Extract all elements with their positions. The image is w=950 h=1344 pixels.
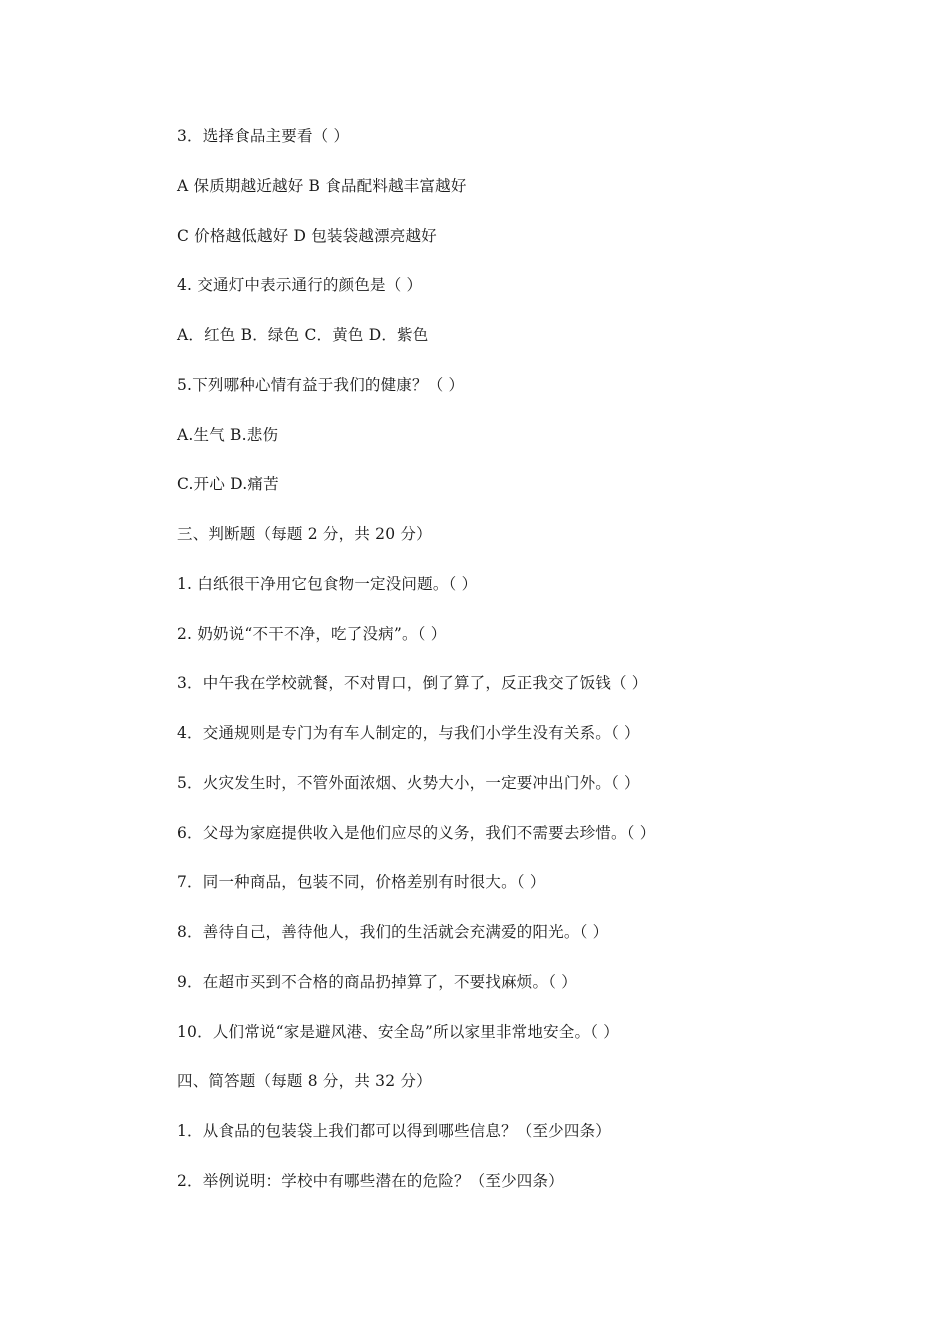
question-3-options-ab: A 保质期越近越好 B 食品配料越丰富越好 (177, 176, 467, 195)
question-4-stem: 4. 交通灯中表示通行的颜色是（ ） (177, 276, 423, 295)
judgment-item-10: 10．人们常说“家是避风港、安全岛”所以家里非常地安全。（ ） (177, 1022, 619, 1041)
question-3-stem: 3．选择食品主要看（ ） (177, 127, 350, 145)
judgment-item-9: 9．在超市买到不合格的商品扔掉算了，不要找麻烦。（ ） (177, 972, 577, 991)
question-5-stem: 5.下列哪种心情有益于我们的健康？（ ） (177, 375, 465, 394)
section-heading-true-false: 三、判断题（每题 2 分，共 20 分） (177, 525, 432, 543)
judgment-item-7: 7．同一种商品，包装不同，价格差别有时很大。（ ） (177, 873, 546, 892)
question-4-options: A．红色 B．绿色 C．黄色 D．紫色 (177, 326, 429, 344)
judgment-item-1: 1. 白纸很干净用它包食物一定没问题。（ ） (177, 574, 478, 593)
question-5-options-cd: C.开心 D.痛苦 (177, 475, 279, 494)
judgment-item-3: 3．中午我在学校就餐，不对胃口，倒了算了，反正我交了饭钱（ ） (177, 674, 648, 693)
short-answer-2: 2．举例说明：学校中有哪些潜在的危险？（至少四条） (177, 1171, 564, 1190)
section-heading-short-answer: 四、简答题（每题 8 分，共 32 分） (177, 1072, 432, 1091)
judgment-item-2: 2. 奶奶说“不干不净，吃了没病”。（ ） (177, 624, 447, 643)
short-answer-1: 1．从食品的包装袋上我们都可以得到哪些信息？（至少四条） (177, 1122, 611, 1140)
judgment-item-5: 5．火灾发生时，不管外面浓烟、火势大小，一定要冲出门外。（ ） (177, 773, 640, 792)
judgment-item-8: 8．善待自己，善待他人，我们的生活就会充满爱的阳光。（ ） (177, 923, 609, 941)
judgment-item-4: 4．交通规则是专门为有车人制定的，与我们小学生没有关系。（ ） (177, 724, 640, 742)
question-3-options-cd: C 价格越低越好 D 包装袋越漂亮越好 (177, 226, 437, 245)
question-list (177, 124, 877, 1219)
question-5-options-ab: A.生气 B.悲伤 (177, 425, 279, 444)
judgment-item-6: 6．父母为家庭提供收入是他们应尽的义务，我们不需要去珍惜。（ ） (177, 823, 656, 842)
